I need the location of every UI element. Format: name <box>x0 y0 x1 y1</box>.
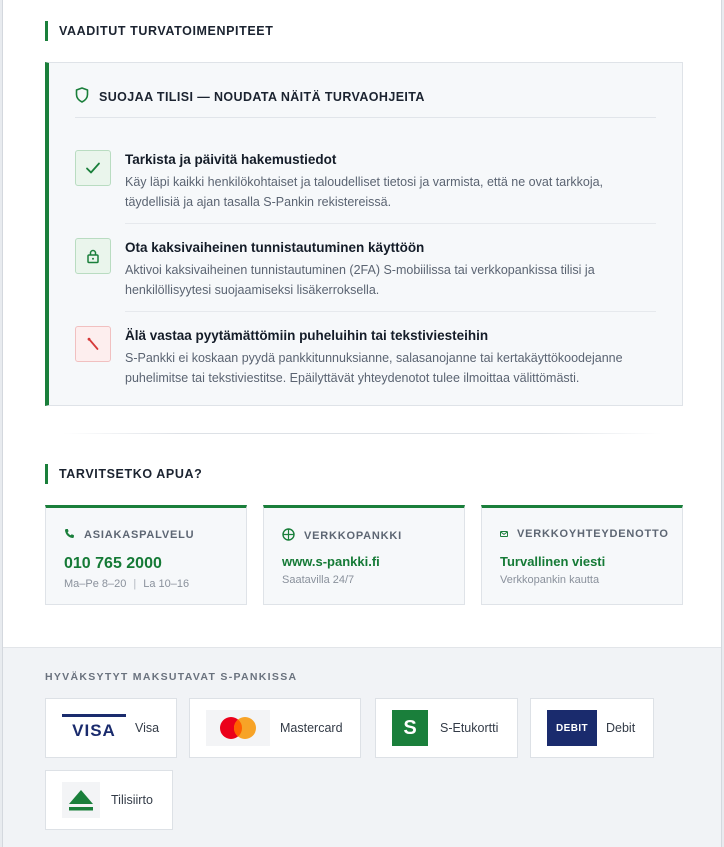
payment-method-s-etukortti <box>375 698 518 758</box>
tip-description: Käy läpi kaikki henkilökohtaiset ja taloudelliset tietosi ja varmista, että ne ovat tarkkoja, täydellisiä ja ajan tasalla S-Pankin rekistereissä. <box>125 175 604 209</box>
payment-method-name: Tilisiirto <box>111 793 153 807</box>
help-section-title: TARVITSETKO APUA? <box>45 464 202 484</box>
tilisiirto-logo <box>62 782 100 818</box>
payment-method-tilisiirto <box>45 770 173 830</box>
tip-description: Aktivoi kaksivaiheinen tunnistautuminen (2FA) S-mobiilissa tai verkkopankissa tilisi ja henkilöllisyytesi suojaamiseksi lisäkerroksella. <box>125 263 595 297</box>
phone-number-link[interactable]: 010 765 2000 <box>64 555 162 572</box>
divider <box>75 117 656 118</box>
security-box-title: SUOJAA TILISI — NOUDATA NÄITÄ TURVAOHJEITA <box>99 89 425 104</box>
tip-description: S-Pankki ei koskaan pyydä pankkitunnuksianne, salasanojanne tai kertakäyttökoodejanne puhelimitse tai tekstiviestitse. Epäilyttävät yhteydenotot tulee ilmoittaa välittömästi. <box>125 351 623 385</box>
check-icon <box>75 150 111 186</box>
payment-method-name: Mastercard <box>280 721 343 735</box>
contact-card-customer-service[interactable] <box>45 505 247 605</box>
message-icon <box>500 528 508 540</box>
security-tip <box>75 295 656 383</box>
tip-title: Älä vastaa pyytämättömiin puheluihin tai tekstiviesteihin <box>125 328 489 343</box>
payment-method-name: Debit <box>606 721 636 735</box>
globe-icon <box>282 528 295 544</box>
weekday-hours: Ma–Pe 8–20 <box>64 578 127 590</box>
s-etukortti-logo: S <box>392 710 428 746</box>
phone-icon <box>64 528 75 542</box>
page <box>2 0 722 847</box>
card-subtext: Saatavilla 24/7 <box>282 574 355 586</box>
security-tip <box>75 119 656 207</box>
secure-message-link[interactable]: Turvallinen viesti <box>500 554 606 569</box>
card-label: VERKKOYHTEYDENOTTO <box>517 528 669 540</box>
contact-card-online-bank[interactable] <box>263 505 465 605</box>
opening-hours <box>64 578 189 590</box>
card-label: ASIAKASPALVELU <box>84 529 195 541</box>
payment-method-debit <box>530 698 654 758</box>
divider <box>63 433 661 434</box>
hours-separator: | <box>133 578 137 590</box>
contact-card-online-contact[interactable] <box>481 505 683 605</box>
no-phone-icon <box>75 326 111 362</box>
payments-footer <box>3 647 721 847</box>
payment-method-name: Visa <box>135 721 160 735</box>
mastercard-logo <box>206 710 270 746</box>
security-section-title: VAADITUT TURVATOIMENPITEET <box>45 21 273 41</box>
lock-icon <box>75 238 111 274</box>
debit-logo: DEBIT <box>547 710 597 746</box>
tip-title: Tarkista ja päivitä hakemustiedot <box>125 152 337 167</box>
security-box <box>45 62 683 406</box>
security-box-header <box>75 87 425 106</box>
card-label: VERKKOPANKKI <box>304 530 403 542</box>
payments-title: HYVÄKSYTYT MAKSUTAVAT S-PANKISSA <box>45 671 298 683</box>
shield-icon <box>75 87 89 106</box>
visa-logo-text: VISA <box>72 720 116 740</box>
saturday-hours: La 10–16 <box>143 578 190 590</box>
payment-method-mastercard <box>189 698 361 758</box>
payment-method-name: S-Etukortti <box>440 721 499 735</box>
visa-logo <box>62 711 126 745</box>
security-tip <box>75 207 656 295</box>
payment-method-visa <box>45 698 177 758</box>
card-subtext: Verkkopankin kautta <box>500 574 600 586</box>
website-link[interactable]: www.s-pankki.fi <box>282 554 380 569</box>
tip-title: Ota kaksivaiheinen tunnistautuminen käyttöön <box>125 240 425 255</box>
